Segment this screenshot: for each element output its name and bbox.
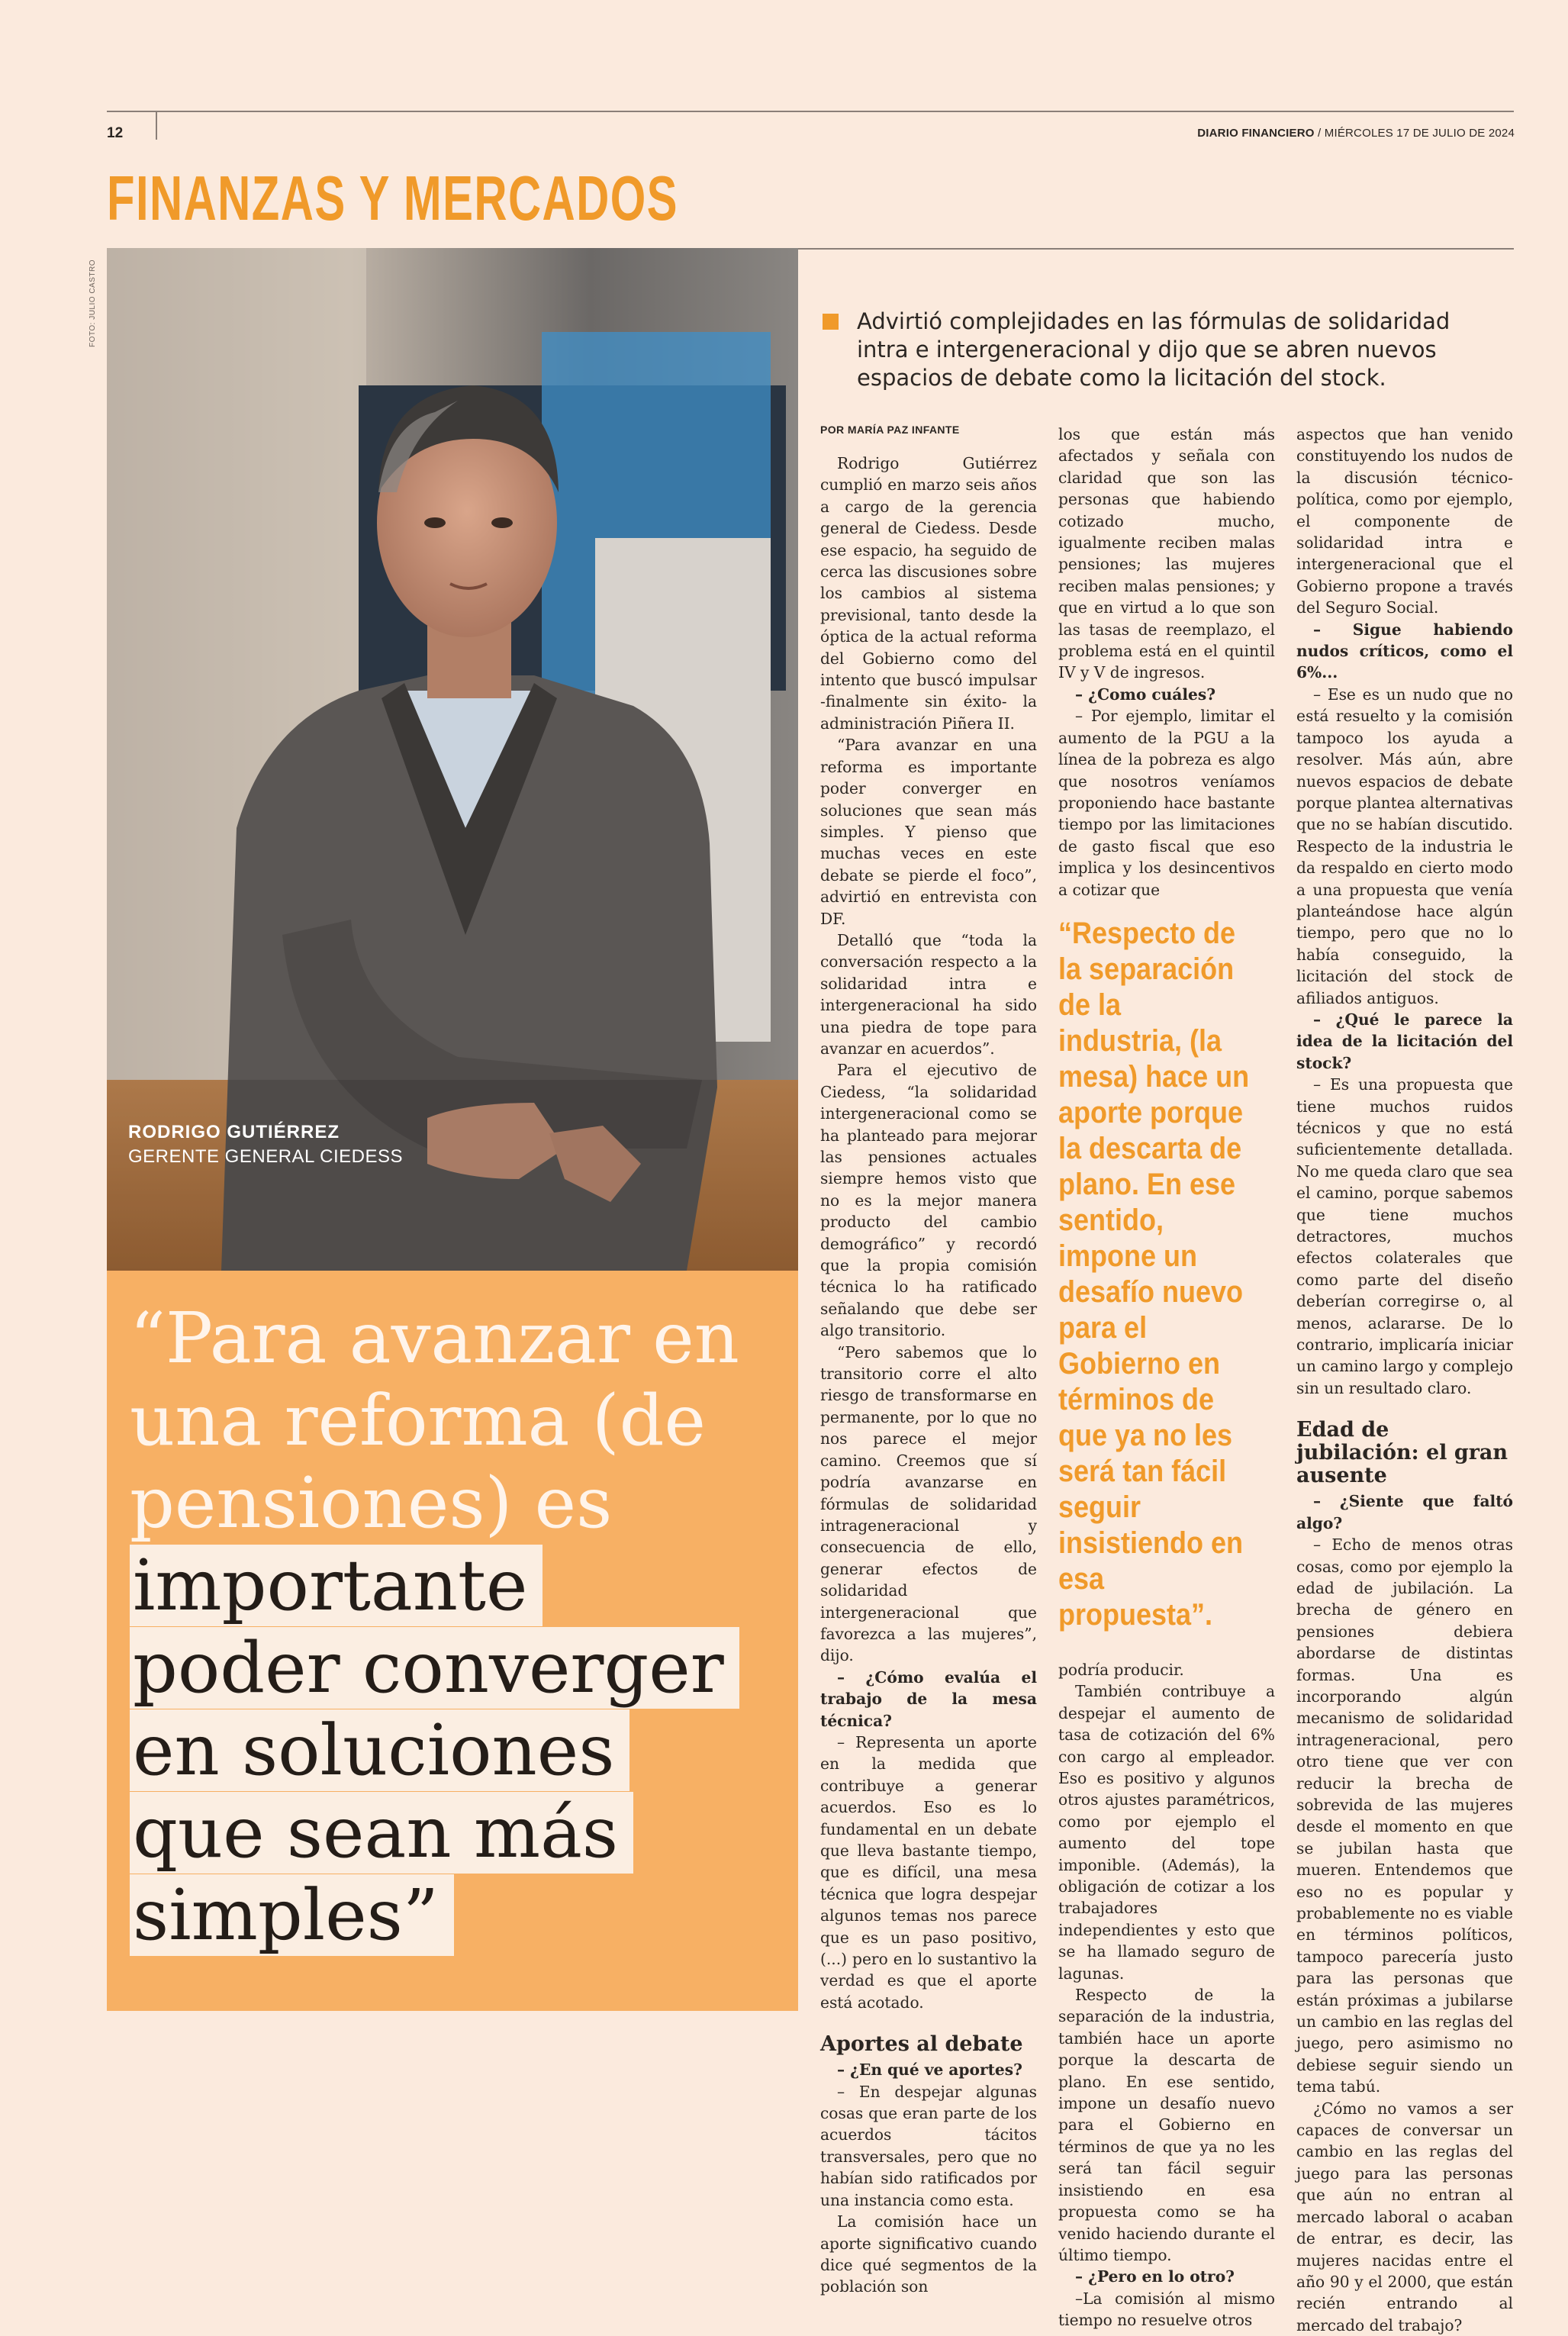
article-column-3 (1296, 424, 1513, 2336)
quote-line-highlight: simples” (130, 1874, 454, 1956)
quote-line: pensiones) es (130, 1462, 613, 1544)
article-paragraph: Para el ejecutivo de Ciedess, “la solidaridad intergeneracional como se ha planteado para mejorar las pensiones actuales siempre hemos visto que no es la mejor manera producto del cambio demográfico” y recordó que la propia comisión técnica lo ha ratificado señalando que debe ser algo transitorio. (820, 1061, 1037, 1340)
article-paragraph: “Para avanzar en una reforma es importante poder converger en soluciones que sean más simples. Y pienso que muchas veces en este debate se pierde el foco”, advirtió en entrevista con DF. (820, 736, 1037, 928)
quote-line-highlight: poder converger (130, 1627, 739, 1709)
article-paragraph: La comisión hace un aporte significativo cuando dice qué segmentos de la población son (820, 2212, 1037, 2296)
section-subhead: Aportes al debate (820, 2032, 1023, 2057)
article-column-1 (820, 424, 1037, 2298)
interview-question: – ¿Pero en lo otro? (1075, 2267, 1235, 2286)
quote-line-highlight: importante (130, 1545, 543, 1626)
lead-text: Advirtió complejidades en las fórmulas de solidaridad intra e intergeneracional y dijo que se abren nuevos espacios de debate como la licitación del stock. (857, 308, 1450, 391)
section-rule (798, 248, 1514, 250)
article-paragraph: podría producir. (1058, 1660, 1184, 1679)
publication-date: / MIÉRCOLES 17 DE JULIO DE 2024 (1314, 127, 1515, 140)
interview-question: – ¿Siente que faltó algo? (1296, 1492, 1513, 1532)
top-rule (107, 111, 1514, 112)
publication-name: DIARIO FINANCIERO (1197, 127, 1315, 140)
caption-role: GERENTE GENERAL CIEDESS (128, 1146, 404, 1167)
caption-name: RODRIGO GUTIÉRREZ (128, 1122, 340, 1142)
article-paragraph: También contribuye a despejar el aumento de tasa de cotización del 6% con cargo al empleador. Eso es positivo y algunos otros ajustes paramétricos, como por ejemplo el aumento del tope imponible. (Además), la obligación de cotizar a los trabajadores independientes y esto que se ha llamado seguro de lagunas. (1058, 1682, 1275, 1983)
byline: POR MARÍA PAZ INFANTE (820, 424, 960, 436)
article-paragraph: ¿Cómo no vamos a ser capaces de conversar un cambio en las reglas del juego para las personas que aún no entran al mercado laboral o acaban de entrar, es decir, las mujeres nacidas entre el año 90 y el 2000, que están recién entrando al mercado del trabajo? (1296, 2099, 1513, 2334)
article-paragraph: – Ese es un nudo que no está resuelto y la comisión tampoco los ayuda a resolver. Más aún, abre nuevos espacios de debate porque plantea alternativas que no se habían discutido. Respecto de la industria le da respaldo en cierto modo a una propuesta que venía planteándose hace algún tiempo, pero que no lo había conseguido, la licitación del stock de afiliados antiguos. (1296, 685, 1513, 1007)
quote-line: una reforma (de (130, 1380, 707, 1461)
quote-line-highlight: en soluciones (130, 1709, 629, 1791)
quote-line-highlight: que sean más (130, 1792, 633, 1874)
interview-question: – ¿Qué le parece la idea de la licitación del stock? (1296, 1010, 1513, 1072)
interview-question: – ¿Cómo evalúa el trabajo de la mesa técnica? (820, 1667, 1037, 1730)
article-paragraph: Rodrigo Gutiérrez cumplió en marzo seis años a cargo de la gerencia general de Ciedess. Desde ese espacio, ha seguido de cerca las discusiones sobre los cambios al sistema previsional, tanto desde la óptica de la actual reforma del Gobierno como del intento que buscó impulsar -finalmente sin éxito- la administración Piñera II. (820, 454, 1037, 733)
page-number-divider (156, 111, 157, 140)
article-paragraph: – Por ejemplo, limitar el aumento de la PGU a la línea de la pobreza es algo que nosotros veníamos proponiendo hace bastante tiempo por las limitaciones de gasto fiscal que eso implica y los desincentivos a cotizar que (1058, 707, 1275, 899)
article-paragraph: aspectos que han venido constituyendo los nudos de la discusión técnico-política, como por ejemplo, el componente de solidaridad intra e intergeneracional que el Gobierno propone a través del Seguro Social. (1296, 425, 1513, 617)
section-title: FINANZAS Y MERCADOS (107, 163, 678, 234)
article-paragraph: Detalló que “toda la conversación respecto a la solidaridad intra e intergeneracional ha sido una piedra de tope para avanzar en acuerdos”. (820, 930, 1037, 1058)
lead-summary (823, 308, 1456, 392)
article-paragraph: – Representa un aporte en la medida que contribuye a generar acuerdos. Eso es lo fundamental en un debate que lleva bastante tiempo, que es difícil, una mesa técnica que logra despejar algunos temas nos parece que es un paso positivo, (...) pero en lo sustantivo la verdad es que el aporte está acotado. (820, 1732, 1037, 2012)
interview-question: – Sigue habiendo nudos críticos, como el 6%... (1296, 620, 1513, 682)
square-bullet-icon (823, 314, 839, 330)
article-paragraph: – Es una propuesta que tiene muchos ruidos técnicos y que no está suficientemente detallada. No me queda claro que sea el camino, porque sabemos que tiene muchos detractores, muchos efectos colaterales que como parte del diseño deberían corregirse o, al menos, aclararse. De lo contrario, implicaría iniciar un camino largo y complejo sin un resultado claro. (1296, 1075, 1513, 1397)
interview-question: – ¿Como cuáles? (1075, 685, 1216, 704)
quote-line: “Para avanzar en (130, 1297, 739, 1379)
article-paragraph: “Pero sabemos que lo transitorio corre el alto riesgo de transformarse en permanente, por lo que no nos parece el mejor camino. Creemos que sí podría avanzarse en fórmulas de solidaridad intrageneracional y consecuencia de ello, generar efectos de solidaridad intergeneracional que favorezca a las mujeres”, dijo. (820, 1342, 1037, 1665)
featured-quote (130, 1297, 794, 1957)
pull-quote: “Respecto de la separación de la industria, (la mesa) hace un aporte porque la descarta de plano. En ese sentido, impone un desafío nuevo para el Gobierno en términos de que ya no les será tan fácil seguir insistiendo en esa propuesta”. (1058, 916, 1250, 1632)
portrait-photo (107, 248, 798, 1271)
article-paragraph: – En despejar algunas cosas que eran parte de los acuerdos tácitos transversales, pero que no habían sido ratificados por una instancia como esta. (820, 2082, 1037, 2209)
page-number: 12 (107, 125, 124, 141)
article-column-2 (1058, 424, 1275, 2331)
section-subhead: Edad de jubilación: el gran ausente (1296, 1418, 1508, 1488)
interview-question: – ¿En qué ve aportes? (837, 2061, 1022, 2080)
publication-line (1197, 127, 1515, 140)
photo-caption (128, 1122, 403, 1168)
article-paragraph: – Echo de menos otras cosas, como por ejemplo la edad de jubilación. La brecha de género en pensiones debiera abordarse de distintas formas. Una es incorporando algún mecanismo de solidaridad intrageneracional, pero otro tiene que ver con reducir la brecha de sobrevida de las mujeres desde el momento en que se jubilan hasta que mueren. Entendemos que eso no es popular y probablemente no es viable en términos políticos, tampoco parecería justo para las personas que están próximas a jubilarse un cambio en las reglas del juego, pero asimismo no debiese seguir siendo un tema tabú. (1296, 1535, 1513, 2096)
article-paragraph: Respecto de la separación de la industria, también hace un aporte porque la descarta de plano. En ese sentido, impone un desafío nuevo para el Gobierno en términos de que ya no les será tan fácil seguir insistiendo en esa propuesta como se ha venido haciendo durante el último tiempo. (1058, 1986, 1275, 2264)
article-paragraph: –La comisión al mismo tiempo no resuelve otros (1058, 2289, 1275, 2330)
article-paragraph: los que están más afectados y señala con claridad que son las personas que habiendo cotizado mucho, igualmente reciben malas pensiones; las mujeres reciben malas pensiones; y que en virtud a lo que son las tasas de reemplazo, el problema está en el quintil IV y V de ingresos. (1058, 425, 1275, 682)
photo-credit: FOTO: JULIO CASTRO (89, 259, 97, 347)
